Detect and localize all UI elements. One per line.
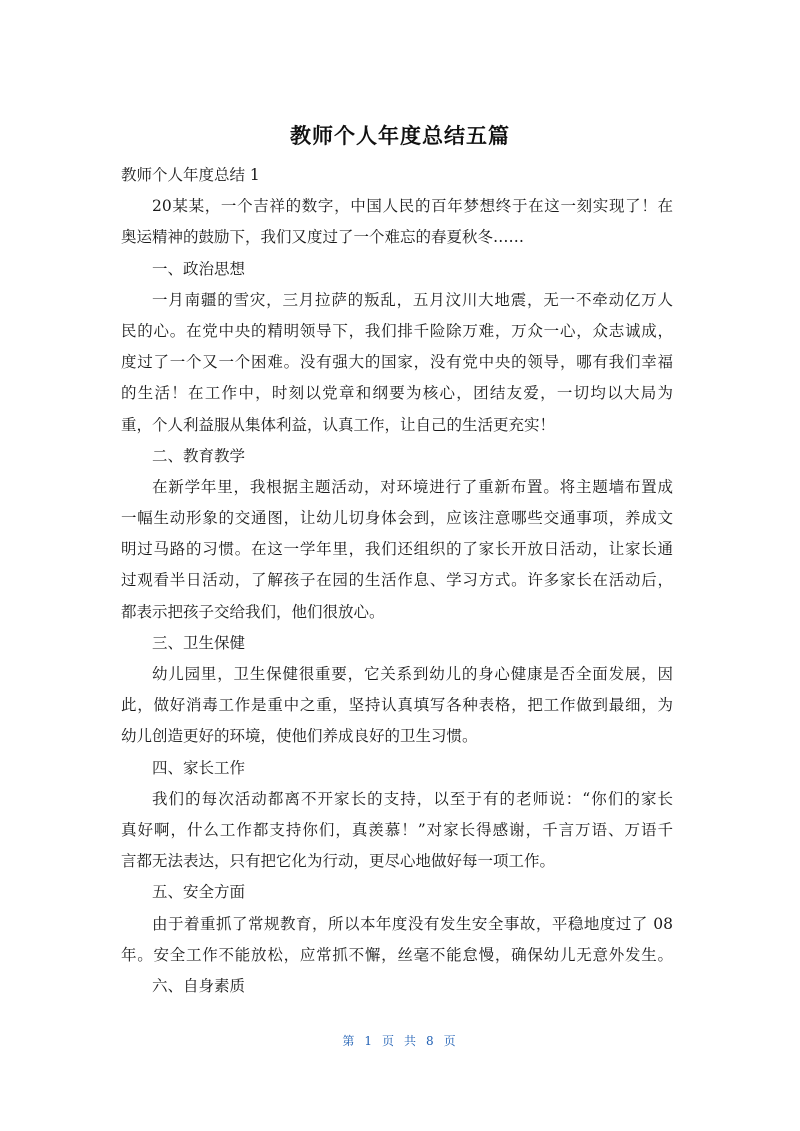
text-line: 明过马路的习惯。在这一学年里，我们还组织的了家长开放日活动，让家长通 [121, 540, 673, 559]
text-line: 民的心。在党中央的精明领导下，我们排千险除万难，万众一心，众志诚成， [121, 321, 673, 340]
text-line: 教师个人年度总结 1 [121, 166, 260, 184]
text-line: 二、教育教学 [152, 446, 246, 465]
text-line: 重，个人利益服从集体利益，认真工作，让自己的生活更充实！ [121, 415, 556, 434]
text-line: 一、政治思想 [152, 259, 246, 278]
text-line: 言都无法表达，只有把它化为行动，更尽心地做好每一项工作。 [121, 852, 556, 871]
footer-word-ye: 页 [381, 1034, 396, 1048]
text-line: 一月南疆的雪灾，三月拉萨的叛乱，五月汶川大地震，无一不牵动亿万人 [152, 290, 673, 309]
text-line: 此，做好消毒工作是重中之重，坚持认真填写各种表格，把工作做到最细，为 [121, 696, 673, 715]
text-line: 我们的每次活动都离不开家长的支持，以至于有的老师说：“你们的家长 [152, 789, 673, 808]
text-line: 过观看半日活动，了解孩子在园的生活作息、学习方式。许多家长在活动后， [121, 571, 673, 590]
document-body [121, 160, 673, 1002]
text-line: 真好啊，什么工作都支持你们，真羡慕！”对家长得感谢，千言万语、万语千 [121, 820, 673, 839]
text-line: 一幅生动形象的交通图，让幼儿切身体会到，应该注意哪些交通事项，养成文 [121, 509, 673, 528]
page-footer [0, 1032, 800, 1049]
text-line: 由于着重抓了常规教育，所以本年度没有发生安全事故，平稳地度过了 08 [152, 914, 673, 933]
text-line: 六、自身素质 [152, 976, 246, 995]
text-line: 幼儿园里，卫生保健很重要，它关系到幼儿的身心健康是否全面发展，因 [152, 665, 673, 683]
text-line: 三、卫生保健 [152, 633, 246, 652]
footer-word-di: 第 [342, 1034, 357, 1048]
text-line: 年。安全工作不能放松，应常抓不懈，丝毫不能怠慢，确保幼儿无意外发生。 [121, 945, 673, 964]
footer-word-gong: 共 [404, 1034, 419, 1048]
text-line: 度过了一个又一个困难。没有强大的国家，没有党中央的领导，哪有我们幸福 [121, 353, 673, 372]
text-line: 幼儿创造更好的环境，使他们养成良好的卫生习惯。 [121, 727, 478, 746]
text-line: 都表示把孩子交给我们，他们很放心。 [121, 602, 385, 621]
text-line: 奥运精神的鼓励下，我们又度过了一个难忘的春夏秋冬…… [121, 228, 525, 247]
text-line: 五、安全方面 [152, 883, 246, 902]
text-line: 四、家长工作 [152, 758, 246, 777]
text-line: 在新学年里，我根据主题活动，对环境进行了重新布置。将主题墙布置成 [152, 477, 673, 496]
footer-word-ye-2: 页 [443, 1034, 458, 1048]
text-line: 的生活！在工作中，时刻以党章和纲要为核心，团结友爱，一切均以大局为 [121, 384, 673, 403]
document-title: 教师个人年度总结五篇 [290, 124, 510, 148]
footer-total-pages: 8 [426, 1034, 436, 1048]
footer-page-number: 1 [364, 1034, 374, 1048]
text-line: 20某某，一个吉祥的数字，中国人民的百年梦想终于在这一刻实现了！在 [152, 197, 673, 216]
